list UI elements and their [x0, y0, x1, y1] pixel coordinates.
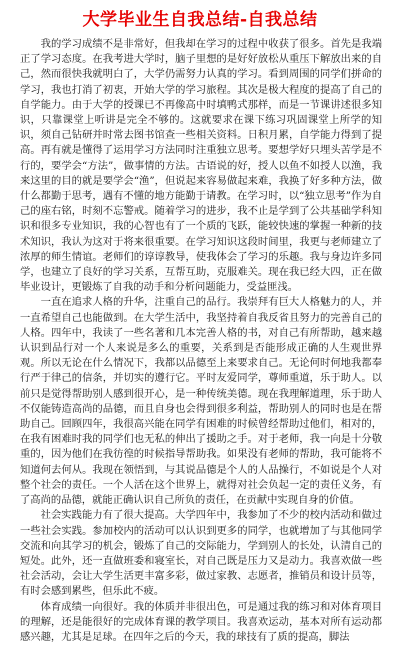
paragraph-social-practice: 社会实践能力有了很大提高。大学四年中，我参加了不少的校内活动和做过一些社会实践。参加校内的活动可以认识到更多的同学，也就增加了与其他同学交流和向其学习的机会，锻炼了自己的交际能力，学到别人的长处，认清自己的短处。此外，还一直做班委和寝室长，对自己既是压力又是动力。我喜欢做一些社会活动，会让大学生活更丰富多彩，做过家教、志愿者，推销员和设计员等，有时会感到累些，但乐此不疲。 [20, 509, 382, 598]
document-title: 大学毕业生自我总结-自我总结 [82, 10, 318, 30]
document-body [20, 37, 382, 645]
paragraph-study: 我的学习成绩不是非常好，但我却在学习的过程中收获了很多。首先是我端正了学习态度。在我考进大学时，脑子里想的是好好放松从重压下解放出来的自己，然而很快我就明白了，大学仍需努力认真的学习。看到周围的同学们拼命的学习，我也打消了初衷，开始大学的学习旅程。其次是极大程度的提高了自己的自学能力。由于大学的授课已不再像高中时填鸭式那样，而是一节课讲述很多知识，只靠课堂上听讲是完全不够的。这就要求在课下练习巩固课堂上所学的知识，须自己钻研并时常去图书馆查一些相关资料。日积月累，自学能力得到了提高。再有就是懂得了运用学习方法同时注重独立思考。要想学好只埋头苦学是不行的，要学会“方法”，做事情的方法。古语说的好，授人以鱼不如授人以渔，我来这里的目的就是要学会“渔”，但说起来容易做起来难，我换了好多种方法，做什么都勤于思考，遇有不懂的地方能勤于请教。在学习时，以“独立思考”作为自己的座右铭，时刻不忘警戒。随着学习的进步，我不止是学到了公共基础学科知识和很多专业知识，我的心智也有了一个质的飞跃，能较快速的掌握一种新的技术知识，我认为这对于将来很重要。在学习知识这段时间里，我更与老师建立了浓厚的师生情谊。老师们的谆谆教导，使我体会了学习的乐趣。我与身边许多同学，也建立了良好的学习关系，互帮互助，克服难关。现在我已经大四，正在做毕业设计，更锻炼了自我的动手和分析问题能力，受益匪浅。 [20, 38, 382, 294]
paragraph-sports: 体育成绩一向很好。我的体质并非很出色，可是通过我的练习和对体育项目的理解，还是能很好的完成体育课的教学项目。我喜欢运动，基本对所有运动都感兴趣，尤其是足球。在四年之后的今天，我的球技有了质的提高，脚法 [20, 600, 382, 643]
paragraph-character: 一直在追求人格的升华，注重自己的品行。我崇拜有巨大人格魅力的人，并一直希望自己也能做到。在大学生活中，我坚持着自我反省且努力的完善自己的人格。四年中，我读了一些名著和几本完善人格的书，对自己有所帮助，越来越认识到品行对一个人来说是多么的重要，关系到是否能形成正确的人生观世界观。所以无论在什么情况下，我都以品德至上来要求自己。无论何时何地我都奉行严于律己的信条，并切实的遵行它。平时友爱同学，尊师重道，乐于助人。以前只是觉得帮助别人感到很开心，是一种传统美德。现在我理解道理，乐于助人不仅能铸造高尚的品德，而且自身也会得到很多利益，帮助别人的同时也是在帮助自己。回顾四年，我很高兴能在同学有困难的时候曾经帮助过他们，相对的，在我有困难时我的同学们也无私的伸出了援助之手。对于老师，我一向是十分敬重的，因为他们在我彷徨的时候指导帮助我。如果没有老师的帮助，我可能将不知道何去何从。我现在领悟到，与其说品德是个人的人品操行，不如说是个人对整个社会的责任。一个人活在这个世界上，就得对社会负起一定的责任义务，有了高尚的品德，就能正确认识自己所负的责任，在贡献中实现自身的价值。 [20, 296, 382, 507]
